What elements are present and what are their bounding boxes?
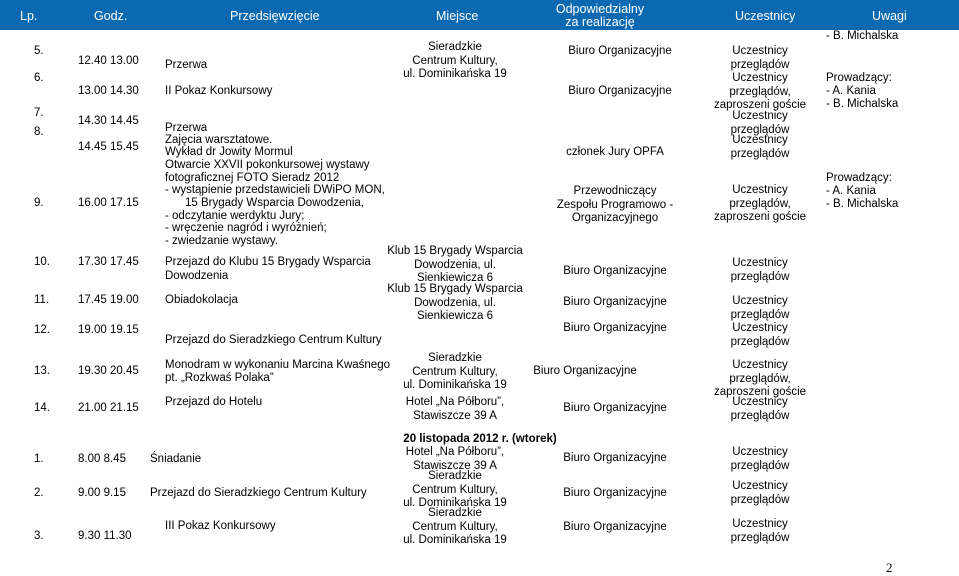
resp-10: Biuro Organizacyjne [563,265,667,277]
lp-d3: 3. [34,530,44,542]
place-line: ul. Dominikańska 19 [403,68,507,80]
ucz-line: Uczestnicy [732,72,788,84]
ucz-line: Uczestnicy [732,518,788,530]
ucz-12 [700,322,820,349]
ucz-line: przeglądów [730,409,790,422]
resp-11: Biuro Organizacyjne [563,296,667,308]
lp-11: 11. [34,294,50,306]
resp-d2: Biuro Organizacyjne [563,487,667,499]
resp-14: Biuro Organizacyjne [563,402,667,414]
event-6: II Pokaz Konkursowy [165,85,273,97]
lp-d2: 2. [34,487,44,499]
event-10-line1: Przejazd do Klubu 15 Brygady Wsparcia [165,256,371,268]
event-d3: III Pokaz Konkursowy [165,520,276,532]
resp-13: Biuro Organizacyjne [533,365,637,377]
time-5: 12.40 13.00 [78,55,139,67]
ucz-10 [700,257,820,284]
place-sck-1 [380,41,530,82]
ucz-line: przeglądów [730,335,790,348]
ucz-line: Uczestnicy [732,110,788,122]
place-line: ul. Dominikańska 19 [403,497,507,509]
event-8-line2: Wykład dr Jowity Mormul [165,146,293,158]
event-10-line2: Dowodzenia [165,270,229,282]
time-14: 21.00 21.15 [78,402,139,414]
event-d2: Przejazd do Sieradzkiego Centrum Kultury [150,487,367,499]
ucz-8 [700,134,820,161]
ucz-line: przeglądów [730,147,790,160]
event-14: Przejazd do Hotelu [165,396,263,408]
event-9-line2: fotograficznej FOTO Sieradz 2012 [165,172,340,184]
event-9-line3: - wystąpienie przedstawicieli DWiPO MON, [165,184,385,196]
place-line: ul. Dominikańska 19 [403,379,507,391]
place-sck-4 [380,507,530,548]
event-9-line4: 15 Brygady Wsparcia Dowodzenia, [185,197,364,209]
place-line: Stawiszcze 39 A [413,459,497,472]
place-line: Centrum Kultury, [412,483,498,496]
place-line: Centrum Kultury, [412,365,498,378]
place-line: Dowodzenia, ul. [414,258,496,271]
resp-d1: Biuro Organizacyjne [563,452,667,464]
ucz-line: Uczestnicy [732,45,788,57]
event-9-line1: Otwarcie XXVII pokonkursowej wystawy [165,159,370,171]
ucz-line: Uczestnicy [732,359,788,371]
header-przedsiewziecie: Przedsięwzięcie [230,9,320,23]
place-sck-2 [380,352,530,393]
time-d3: 9.30 11.30 [78,530,132,542]
ucz-line: przeglądów [730,493,790,506]
place-line: Sienkiewicza 6 [416,310,494,322]
place-line: Sieradzkie [428,470,482,482]
place-line: Hotel „Na Półboru”, [405,396,505,408]
place-sck-3 [380,470,530,511]
ucz-line: zaproszeni goście [713,386,807,398]
lp-10: 10. [34,256,50,268]
ucz-line: Uczestnicy [732,480,788,492]
ucz-line: przeglądów [730,308,790,321]
lp-8: 8. [34,126,44,138]
ucz-d2 [700,480,820,507]
resp-12: Biuro Organizacyjne [563,322,667,334]
event-5: Przerwa [165,59,208,71]
place-line: Stawiszcze 39 A [413,409,497,422]
ucz-line: przeglądów [730,58,790,71]
time-d1: 8.00 8.45 [78,453,126,465]
event-d1: Śniadanie [150,453,202,465]
time-8: 14.45 15.45 [78,141,139,153]
place-line: Sieradzkie [428,352,482,364]
header-godz: Godz. [94,9,128,23]
uwagi-kania-2: - A. Kania [826,185,876,197]
ucz-5 [700,45,820,72]
ucz-9 [700,184,820,225]
ucz-line: Uczestnicy [732,322,788,334]
place-klub-1 [380,245,530,286]
place-hotel-1 [380,396,530,423]
ucz-line: Uczestnicy [732,257,788,269]
place-line: Sienkiewicza 6 [416,272,494,284]
header-odpowiedzialny [545,3,655,29]
place-line: Sieradzkie [428,41,482,53]
ucz-line: przeglądów [730,270,790,283]
resp-5: Biuro Organizacyjne [568,45,672,57]
time-10: 17.30 17.45 [78,256,139,268]
ucz-line: przeglądów [730,123,790,136]
place-line: Centrum Kultury, [412,54,498,67]
time-9: 16.00 17.15 [78,197,139,209]
ucz-14 [700,396,820,423]
time-7: 14.30 14.45 [78,115,139,127]
lp-9: 9. [34,197,44,209]
place-klub-2 [380,283,530,324]
place-line: ul. Dominikańska 19 [403,534,507,546]
ucz-line: Uczestnicy [732,295,788,307]
ucz-line: przeglądów [730,531,790,544]
ucz-line: przeglądów [730,459,790,472]
header-miejsce: Miejsce [436,9,479,23]
resp-line: Zespołu Programowo - [556,198,674,211]
ucz-line: Uczestnicy [732,446,788,458]
resp-d3: Biuro Organizacyjne [563,521,667,533]
resp-line: Organizacyjnego [571,212,659,224]
ucz-line: Uczestnicy [732,184,788,196]
time-13: 19.30 20.45 [78,365,139,377]
ucz-d3 [700,518,820,545]
ucz-7 [700,110,820,137]
ucz-line: zaproszeni goście [713,211,807,223]
ucz-6 [700,72,820,113]
header-uczestnicy: Uczestnicy [735,9,796,23]
resp-9 [540,185,690,226]
ucz-line: przeglądów, [729,85,791,98]
ucz-line: przeglądów, [729,197,791,210]
place-line: Hotel „Na Półboru”, [405,446,505,458]
uwagi-kania: - A. Kania [826,85,876,97]
uwagi-prowadzacy: Prowadzący: [826,72,892,84]
place-line: Centrum Kultury, [412,520,498,533]
table-header [0,0,959,30]
event-13-line2: pt. „Rozkwaś Polaka” [165,372,274,384]
day2-date: 20 listopada 2012 r. (wtorek) [403,433,557,445]
ucz-d1 [700,446,820,473]
time-11: 17.45 19.00 [78,294,139,306]
lp-5: 5. [34,45,44,57]
uwagi-michalska: - B. Michalska [826,30,899,42]
ucz-11 [700,295,820,322]
resp-6: Biuro Organizacyjne [568,85,672,97]
uwagi-prowadzacy-2: Prowadzący: [826,172,892,184]
header-odpowiedzialny-line1: Odpowiedzialny [555,2,645,16]
event-9-line6: - wręczenie nagród i wyróżnień; [165,222,327,234]
resp-line: Przewodniczący [573,185,657,197]
place-line: Klub 15 Brygady Wsparcia [387,245,523,257]
ucz-line: zaproszeni goście [713,99,807,111]
resp-8: członek Jury OPFA [566,146,664,158]
ucz-line: Uczestnicy [732,134,788,146]
lp-13: 13. [34,365,50,377]
lp-d1: 1. [34,453,44,465]
event-7: Przerwa [165,122,208,134]
ucz-13 [700,359,820,400]
ucz-line: Uczestnicy [732,396,788,408]
lp-6: 6. [34,72,44,84]
time-12: 19.00 19.15 [78,324,139,336]
header-odpowiedzialny-line2: za realizację [565,15,635,29]
place-line: Dowodzenia, ul. [414,296,496,309]
place-line: Sieradzkie [428,507,482,519]
time-6: 13.00 14.30 [78,85,139,97]
uwagi-michalska-2: - B. Michalska [826,98,899,110]
ucz-line: przeglądów, [729,372,791,385]
header-uwagi: Uwagi [872,9,907,23]
lp-14: 14. [34,402,50,414]
event-8-line1: Zajęcia warsztatowe. [165,134,273,146]
place-line: Klub 15 Brygady Wsparcia [387,283,523,295]
lp-7: 7. [34,107,44,119]
place-hotel-2 [380,446,530,473]
event-12: Przejazd do Sieradzkiego Centrum Kultury [165,334,382,346]
event-13-line1: Monodram w wykonaniu Marcina Kwaśnego [165,359,390,371]
header-lp: Lp. [20,9,38,23]
page-number: 2 [886,560,893,575]
event-9-line5: - odczytanie werdyktu Jury; [165,210,305,222]
uwagi-michalska-3: - B. Michalska [826,198,899,210]
lp-12: 12. [34,324,50,336]
event-11: Obiadokolacja [165,294,238,306]
time-d2: 9.00 9.15 [78,487,126,499]
event-9-line7: - zwiedzanie wystawy. [165,235,278,247]
